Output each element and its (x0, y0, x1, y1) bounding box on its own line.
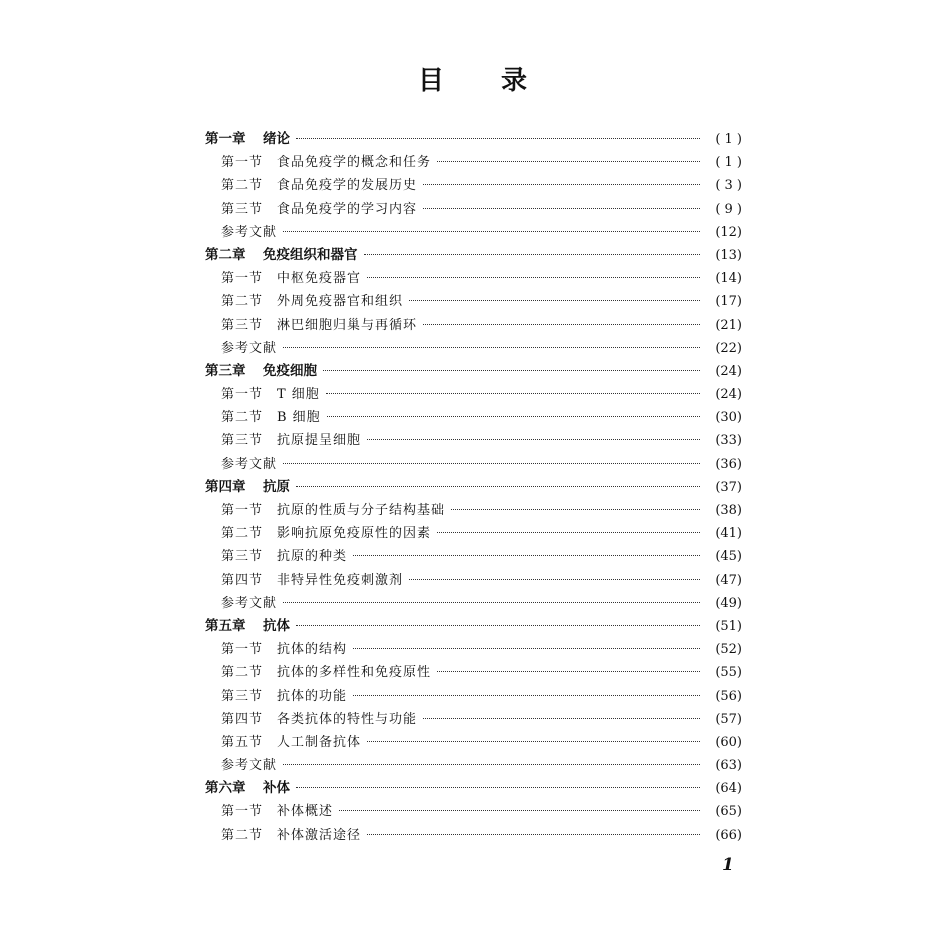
toc-entry-label: 第二节 (221, 526, 264, 542)
dot-leader (364, 254, 701, 255)
toc-section-entry[interactable] (205, 685, 742, 708)
dot-leader (437, 532, 700, 533)
toc-entry-page-number: (30) (715, 410, 742, 426)
dot-leader (283, 347, 700, 348)
toc-entry-title: 各类抗体的特性与功能 (277, 711, 418, 727)
toc-references-entry[interactable] (205, 221, 742, 244)
toc-entry-label: 第一节 (221, 503, 264, 518)
toc-section-entry[interactable] (205, 429, 742, 452)
toc-section-entry[interactable] (205, 151, 742, 174)
dot-leader (283, 764, 700, 765)
toc-entry-label: 第三节 (221, 549, 264, 565)
dot-leader (339, 810, 700, 811)
toc-entry-title: 抗原提呈细胞 (277, 433, 362, 449)
toc-entry-title: 食品免疫学的发展历史 (277, 178, 418, 194)
toc-entry-label: 第五节 (221, 734, 264, 750)
toc-entry-title: 抗体 (263, 617, 290, 634)
toc-entry-label: 第一节 (221, 155, 264, 171)
toc-section-entry[interactable] (205, 731, 742, 754)
toc-entry-title: 抗原的性质与分子结构基础 (277, 503, 446, 518)
toc-entry-page-number: (49) (715, 595, 742, 611)
toc-entry-page-number: (22) (715, 340, 742, 356)
toc-entry-title: 食品免疫学的学习内容 (277, 201, 418, 217)
dot-leader (409, 300, 700, 301)
dot-leader (296, 625, 700, 626)
toc-entry-label: 参考文献 (221, 595, 278, 611)
dot-leader (323, 370, 700, 371)
toc-entry-label: 第一节 (221, 804, 264, 820)
toc-entry-page-number: (17) (715, 294, 742, 310)
toc-section-entry[interactable] (205, 267, 742, 290)
toc-chapter-entry[interactable] (205, 615, 742, 638)
toc-entry-label: 第一节 (221, 387, 264, 403)
toc-entry-label: 第二节 (221, 294, 264, 310)
toc-entry-label: 参考文献 (221, 340, 278, 356)
dot-leader (296, 486, 700, 487)
toc-entry-page-number: ( 1 ) (715, 155, 742, 171)
toc-entry-label: 第二节 (221, 827, 264, 843)
dot-leader (437, 671, 700, 672)
toc-entry-page-number: ( 3 ) (715, 178, 742, 194)
toc-entry-label: 第三节 (221, 201, 264, 217)
dot-leader (423, 184, 700, 185)
toc-entry-page-number: (41) (715, 526, 742, 542)
toc-section-entry[interactable] (205, 314, 742, 337)
toc-entry-title: 抗体的功能 (277, 688, 348, 704)
dot-leader (367, 439, 700, 440)
toc-entry-page-number: (56) (715, 688, 742, 704)
page-number: 1 (722, 855, 734, 875)
toc-entry-page-number: ( 1 ) (715, 132, 742, 147)
toc-entry-page-number: (33) (715, 433, 742, 449)
toc-entry-label: 参考文献 (221, 456, 278, 472)
toc-entry-title: 非特异性免疫刺激剂 (277, 572, 404, 588)
toc-entry-page-number: (14) (715, 271, 742, 287)
toc-entry-title: 抗原 (263, 478, 290, 495)
dot-leader (367, 741, 700, 742)
toc-entry-page-number: (64) (715, 781, 742, 797)
toc-entry-title: 抗体的结构 (277, 642, 348, 658)
toc-entry-title: B 细胞 (277, 410, 321, 426)
dot-leader (353, 555, 700, 556)
toc-entry-title: 抗体的多样性和免疫原性 (277, 665, 432, 681)
toc-entry-page-number: (51) (715, 618, 742, 634)
toc-references-entry[interactable] (205, 337, 742, 360)
toc-section-entry[interactable] (205, 406, 742, 429)
toc-entry-title: 影响抗原免疫原性的因素 (277, 526, 432, 542)
toc-entry-label: 第三章 (205, 362, 246, 379)
dot-leader (353, 648, 700, 649)
toc-entry-title: 人工制备抗体 (277, 734, 362, 750)
toc-section-entry[interactable] (205, 569, 742, 592)
toc-entry-page-number: (13) (715, 247, 742, 263)
toc-entry-page-number: (12) (715, 224, 742, 240)
toc-references-entry[interactable] (205, 592, 742, 615)
toc-entry-page-number: (21) (715, 317, 742, 333)
toc-entry-title: 免疫细胞 (263, 362, 317, 379)
dot-leader (409, 579, 700, 580)
toc-entry-label: 第五章 (205, 617, 246, 634)
dot-leader (423, 324, 700, 325)
dot-leader (296, 138, 700, 139)
toc-chapter-entry[interactable] (205, 244, 742, 267)
toc-entry-page-number: (38) (715, 503, 742, 518)
toc-section-entry[interactable] (205, 198, 742, 221)
table-of-contents (205, 128, 742, 847)
toc-entry-label: 第三节 (221, 433, 264, 449)
toc-section-entry[interactable] (205, 661, 742, 684)
toc-entry-title: 外周免疫器官和组织 (277, 294, 404, 310)
toc-entry-page-number: (24) (715, 387, 742, 403)
toc-entry-label: 第四节 (221, 572, 264, 588)
toc-section-entry[interactable] (205, 499, 742, 522)
toc-entry-title: 补体 (263, 780, 290, 797)
dot-leader (327, 416, 700, 417)
toc-entry-page-number: (47) (715, 572, 742, 588)
toc-entry-page-number: (52) (715, 642, 742, 658)
toc-section-entry[interactable] (205, 545, 742, 568)
toc-references-entry[interactable] (205, 754, 742, 777)
toc-entry-label: 第四章 (205, 478, 246, 495)
toc-entry-page-number: ( 9 ) (715, 201, 742, 217)
toc-entry-page-number: (57) (715, 711, 742, 727)
dot-leader (283, 463, 700, 464)
toc-section-entry[interactable] (205, 290, 742, 313)
dot-leader (326, 393, 700, 394)
toc-section-entry[interactable] (205, 522, 742, 545)
toc-entry-title: 补体概述 (277, 804, 334, 820)
dot-leader (367, 277, 700, 278)
toc-entry-title: 免疫组织和器官 (263, 246, 358, 263)
dot-leader (367, 834, 700, 835)
toc-entry-title: T 细胞 (277, 387, 320, 403)
toc-entry-title: 食品免疫学的概念和任务 (277, 155, 432, 171)
toc-entry-label: 参考文献 (221, 224, 278, 240)
toc-entry-label: 参考文献 (221, 758, 278, 774)
dot-leader (437, 161, 700, 162)
toc-chapter-entry[interactable] (205, 128, 742, 151)
dot-leader (423, 208, 700, 209)
dot-leader (283, 231, 700, 232)
toc-entry-label: 第三节 (221, 317, 264, 333)
toc-entry-page-number: (37) (715, 479, 742, 495)
page-title: 目 录 (417, 66, 552, 96)
toc-references-entry[interactable] (205, 453, 742, 476)
toc-entry-page-number: (24) (715, 363, 742, 379)
toc-entry-label: 第二章 (205, 246, 246, 263)
toc-entry-label: 第一节 (221, 642, 264, 658)
toc-entry-label: 第一节 (221, 271, 264, 287)
toc-entry-label: 第二节 (221, 665, 264, 681)
toc-section-entry[interactable] (205, 638, 742, 661)
toc-entry-page-number: (45) (715, 549, 742, 565)
toc-section-entry[interactable] (205, 708, 742, 731)
toc-entry-label: 第一章 (205, 131, 246, 147)
toc-entry-label: 第四节 (221, 711, 264, 727)
toc-entry-page-number: (66) (715, 827, 742, 843)
toc-entry-page-number: (55) (715, 665, 742, 681)
toc-section-entry[interactable] (205, 174, 742, 197)
toc-entry-page-number: (60) (715, 734, 742, 750)
toc-entry-page-number: (65) (715, 804, 742, 820)
toc-entry-page-number: (36) (715, 456, 742, 472)
dot-leader (353, 695, 700, 696)
toc-section-entry[interactable] (205, 800, 742, 823)
toc-entry-title: 补体激活途径 (277, 827, 362, 843)
dot-leader (283, 602, 700, 603)
toc-section-entry[interactable] (205, 824, 742, 847)
toc-entry-title: 绪论 (263, 131, 290, 147)
toc-section-entry[interactable] (205, 383, 742, 406)
toc-entry-label: 第二节 (221, 178, 264, 194)
toc-entry-title: 淋巴细胞归巢与再循环 (277, 317, 418, 333)
dot-leader (296, 787, 700, 788)
toc-entry-title: 抗原的种类 (277, 549, 348, 565)
dot-leader (451, 509, 700, 510)
toc-chapter-entry[interactable] (205, 777, 742, 800)
toc-entry-label: 第二节 (221, 410, 264, 426)
toc-chapter-entry[interactable] (205, 476, 742, 499)
toc-entry-page-number: (63) (715, 758, 742, 774)
toc-entry-label: 第六章 (205, 780, 246, 797)
toc-entry-title: 中枢免疫器官 (277, 271, 362, 287)
toc-chapter-entry[interactable] (205, 360, 742, 383)
toc-entry-label: 第三节 (221, 688, 264, 704)
dot-leader (423, 718, 700, 719)
